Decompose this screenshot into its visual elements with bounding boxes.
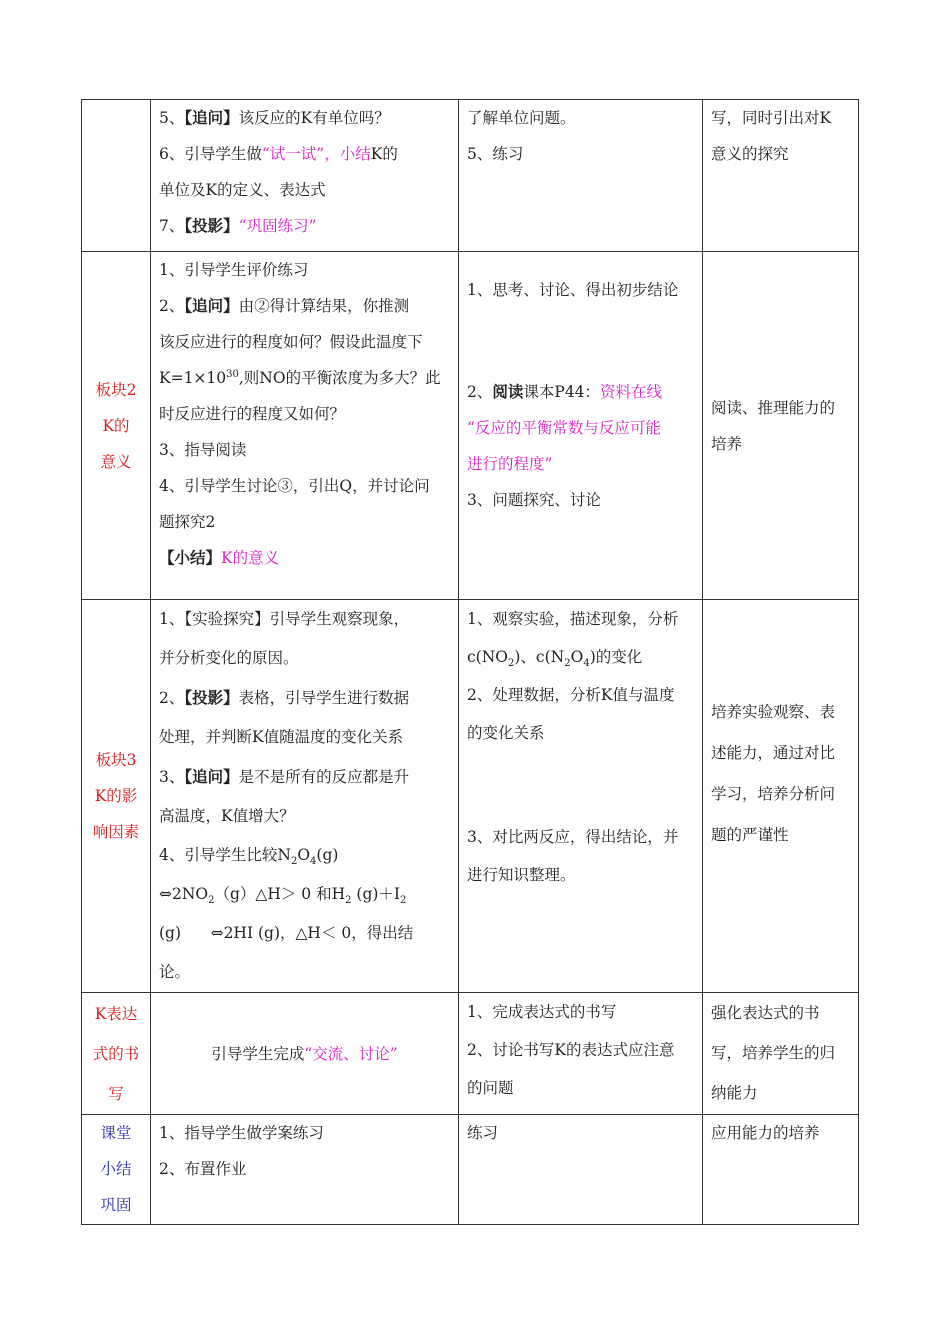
bold-tag: 【投影】 [184,688,239,707]
teacher-activity-cell [151,252,459,600]
section-label-cell [82,100,151,252]
text: 4、引导学生比较N [159,846,291,864]
text: 4、引导学生讨论③，引出Q，并讨论问 [159,477,430,495]
text: 2、 [467,383,493,401]
text: 培养 [711,434,743,453]
highlight-text: “反应的平衡常数与反应可能 [467,419,661,437]
text: 练习 [467,1124,499,1142]
text: 引导学生完成 [211,1044,305,1063]
section-label: 意义 [100,452,132,471]
text: 由②得计算结果，你推测 [238,297,410,315]
text: 7、 [159,217,185,235]
text: ,则NO的平衡浓度为多大？此 [238,369,441,387]
purpose-cell [703,1115,859,1225]
text: 高温度，K值增大？ [159,807,295,825]
text: 的变化关系 [467,724,545,742]
text: 5、练习 [467,145,524,163]
text: 1、引导学生评价练习 [159,261,309,279]
text: 1、思考、讨论、得出初步结论 [467,281,679,299]
text: 并分析变化的原因。 [159,649,299,667]
text: 应用能力的培养 [711,1124,820,1142]
text: c(NO [467,648,508,666]
text: 写，培养学生的归 [711,1044,836,1062]
teacher-activity-cell [151,600,459,993]
text: 1、 [159,610,185,628]
text: O [297,846,311,864]
subscript: 4 [583,658,590,670]
purpose-cell [703,100,859,252]
text: 阅读、推理能力的 [711,398,836,417]
student-activity-cell [459,600,703,993]
text: 1、完成表达式的书写 [467,1003,617,1021]
section-label: 小结 [100,1160,132,1178]
table-row [82,993,859,1115]
text: 题探究2 [159,513,216,531]
bold-tag: 阅读 [492,382,524,401]
student-activity-cell [459,1115,703,1225]
text: 课本P44： [523,383,601,401]
tag: 【实验探究】 [184,610,270,628]
table-row [82,600,859,993]
student-activity-cell [459,993,703,1115]
text: 2、布置作业 [159,1160,247,1178]
text: 学习，培养分析问 [711,785,836,803]
text: 3、指导阅读 [159,441,247,459]
section-label: 巩固 [100,1196,132,1214]
section-label: K的影 [94,787,138,805]
text: 2、 [159,297,185,315]
text: 2、 [159,689,185,707]
text: 题的严谨性 [711,826,789,844]
text: 3、对比两反应，得出结论，并 [467,828,679,846]
teacher-activity-cell [151,100,459,252]
table-row [82,1115,859,1225]
section-label-cell [82,993,151,1115]
text: 1、指导学生做学案练习 [159,1124,324,1142]
purpose-cell [703,600,859,993]
student-activity-cell [459,100,703,252]
subscript: 2 [345,895,352,907]
highlight-text: “交流、讨论” [304,1044,398,1063]
student-activity-cell [459,252,703,600]
subscript: 2 [508,658,515,670]
text: 进行知识整理。 [467,866,576,884]
text: 写，同时引出对K [711,109,832,127]
text: （g）△H＞ 0 和H [214,885,346,903]
text: 6、引导学生做 [159,145,262,163]
purpose-cell [703,993,859,1115]
text: 述能力，通过对比 [711,744,836,762]
bold-tag: 【小结】 [159,548,222,567]
highlight-text: K的意义 [221,549,280,567]
text: 的问题 [467,1079,514,1097]
section-label: 响因素 [92,823,140,841]
text: 2、讨论书写K的表达式应注意 [467,1041,675,1059]
text: 该反应进行的程度如何？假设此温度下 [159,333,423,351]
section-label-cell [82,252,151,600]
text: (g) [316,846,339,864]
text: 该反应的K有单位吗？ [238,109,390,127]
subscript: 2 [290,856,298,868]
section-label-cell [82,1115,151,1225]
table-row [82,100,859,252]
table-row [82,252,859,600]
bold-tag: 【投影】 [184,216,239,235]
section-label: 板块2 [95,380,137,399]
highlight-text: “试一试”，小结 [261,145,371,163]
subscript: 4 [310,856,317,868]
text: 1、观察实验，描述现象，分析 [467,610,679,628]
text: )的变化 [589,648,643,666]
subscript: 2 [208,895,215,907]
text: K=1×10 [159,369,227,387]
subscript: 2 [564,658,571,670]
text: 培养实验观察、表 [711,703,836,721]
text: (g) ⇔2HI (g)，△H＜ 0，得出结 [159,924,414,942]
text: 是不是所有的反应都是升 [238,768,410,786]
bold-tag: 【追问】 [184,296,239,315]
section-label: K表达 [94,1004,138,1023]
text: ⇔2NO [159,885,209,903]
text: K的 [370,145,398,163]
section-label: K的 [102,416,130,435]
teacher-activity-cell [151,1115,459,1225]
text: O [570,648,584,666]
section-label: 式的书 [92,1044,140,1063]
teacher-activity-cell [151,993,459,1115]
text: 2、处理数据，分析K值与温度 [467,686,675,704]
text: 表格，引导学生进行数据 [238,689,410,707]
text: 引导学生观察现象， [269,610,410,628]
section-label: 板块3 [95,751,137,769]
section-label: 课堂 [100,1124,132,1142]
text: 3、 [159,768,185,786]
text: )、c(N [514,648,565,666]
text: 3、问题探究、讨论 [467,491,601,509]
highlight-text: 进行的程度” [467,455,553,473]
section-label: 写 [108,1084,124,1103]
text: 5、 [159,109,185,127]
text: 时反应进行的程度又如何？ [159,405,346,423]
bold-tag: 【追问】 [184,108,239,127]
text: (g)＋I [351,885,401,903]
subscript: 2 [400,895,407,907]
text: 纳能力 [711,1084,758,1102]
text: 处理，并判断K值随温度的变化关系 [159,728,404,746]
lesson-plan-table [81,99,859,1225]
text: 单位及K的定义、表达式 [159,181,326,199]
text: 意义的探究 [711,145,789,163]
highlight-text: 资料在线 [600,383,663,401]
purpose-cell [703,252,859,600]
text: 论。 [159,963,191,981]
text: 了解单位问题。 [467,109,576,127]
text: 强化表达式的书 [711,1004,820,1022]
superscript: 30 [226,368,239,380]
highlight-text: “巩固练习” [238,217,317,235]
section-label-cell [82,600,151,993]
bold-tag: 【追问】 [184,767,239,786]
